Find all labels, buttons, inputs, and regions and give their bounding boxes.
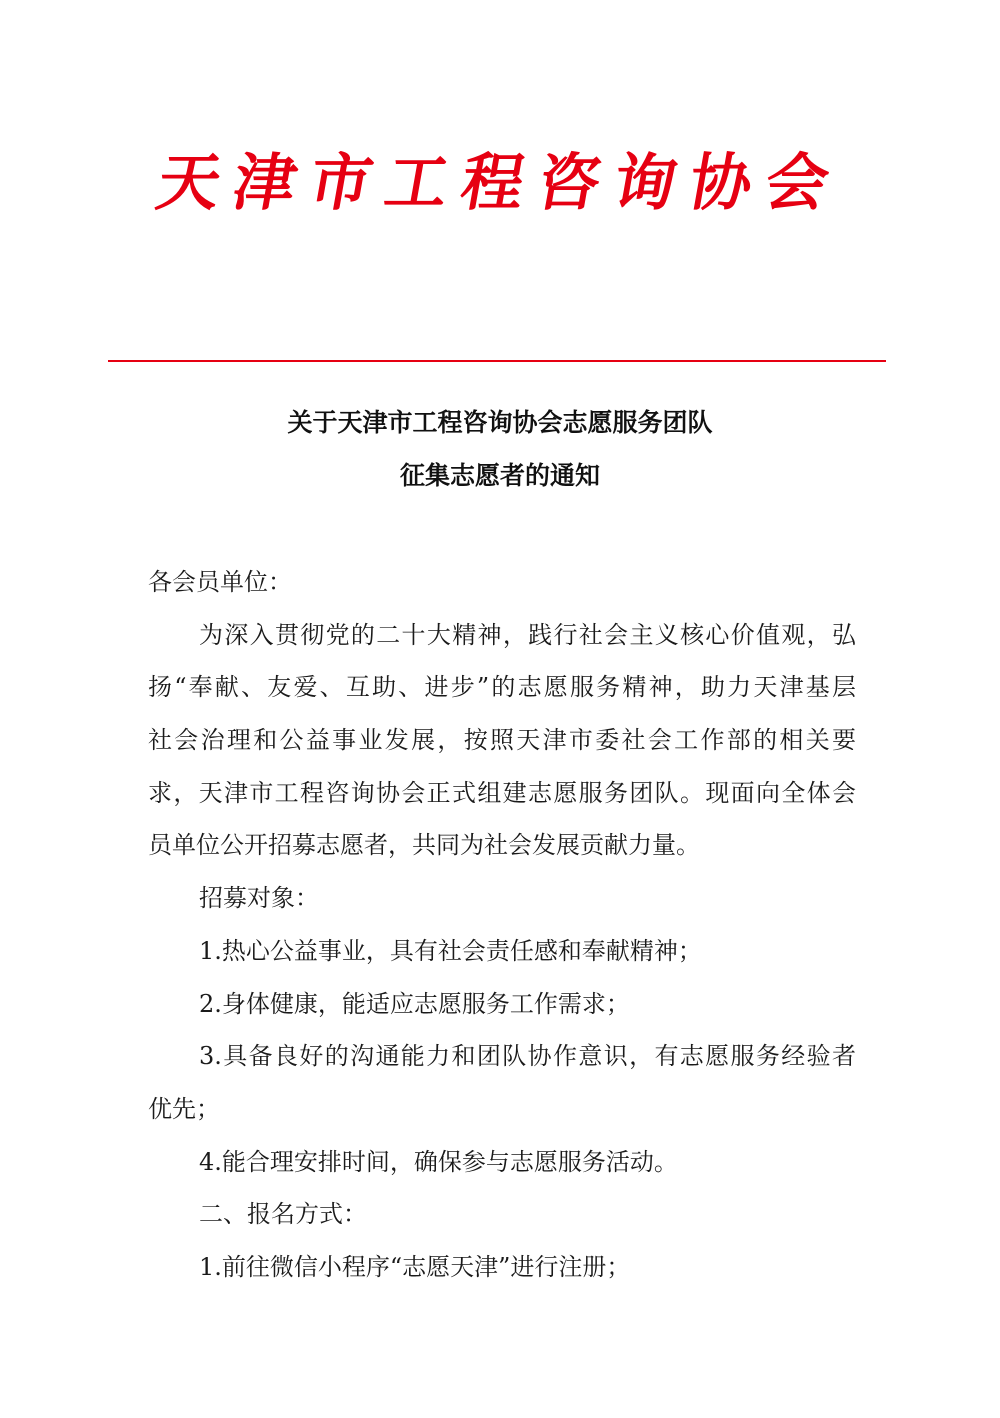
list-item: 1.热心公益事业，具有社会责任感和奉献精神；: [199, 936, 702, 965]
notice-body: [148, 556, 856, 1294]
notice-title-line-2: 征集志愿者的通知: [399, 461, 600, 490]
header-divider: [108, 360, 886, 362]
paragraph-line: 求，天津市工程咨询协会正式组建志愿服务团队。现面向全体会: [148, 778, 856, 807]
list-item: 1.前往微信小程序“志愿天津”进行注册；: [199, 1252, 631, 1281]
notice-title-line-1: 关于天津市工程咨询协会志愿服务团队: [287, 408, 713, 437]
section-heading-recruit-target: 招募对象：: [199, 884, 319, 913]
paragraph-line: 为深入贯彻党的二十大精神，践行社会主义核心价值观，弘: [199, 620, 856, 649]
list-item-continuation: 优先；: [148, 1094, 220, 1123]
list-item: 2.身体健康，能适应志愿服务工作需求；: [199, 989, 630, 1018]
list-item: 3.具备良好的沟通能力和团队协作意识，有志愿服务经验者: [199, 1042, 856, 1071]
salutation: 各会员单位：: [148, 568, 292, 596]
paragraph-line: 社会治理和公益事业发展，按照天津市委社会工作部的相关要: [148, 726, 856, 755]
paragraph-line: 扬“奉献、友爱、互助、进步”的志愿服务精神，助力天津基层: [148, 673, 856, 702]
paragraph-line: 员单位公开招募志愿者，共同为社会发展贡献力量。: [148, 831, 700, 860]
list-item: 4.能合理安排时间，确保参与志愿服务活动。: [199, 1147, 678, 1176]
section-heading-signup-method: 二、报名方式：: [199, 1200, 367, 1229]
masthead-org-name: 天津市工程咨询协会: [151, 146, 849, 219]
